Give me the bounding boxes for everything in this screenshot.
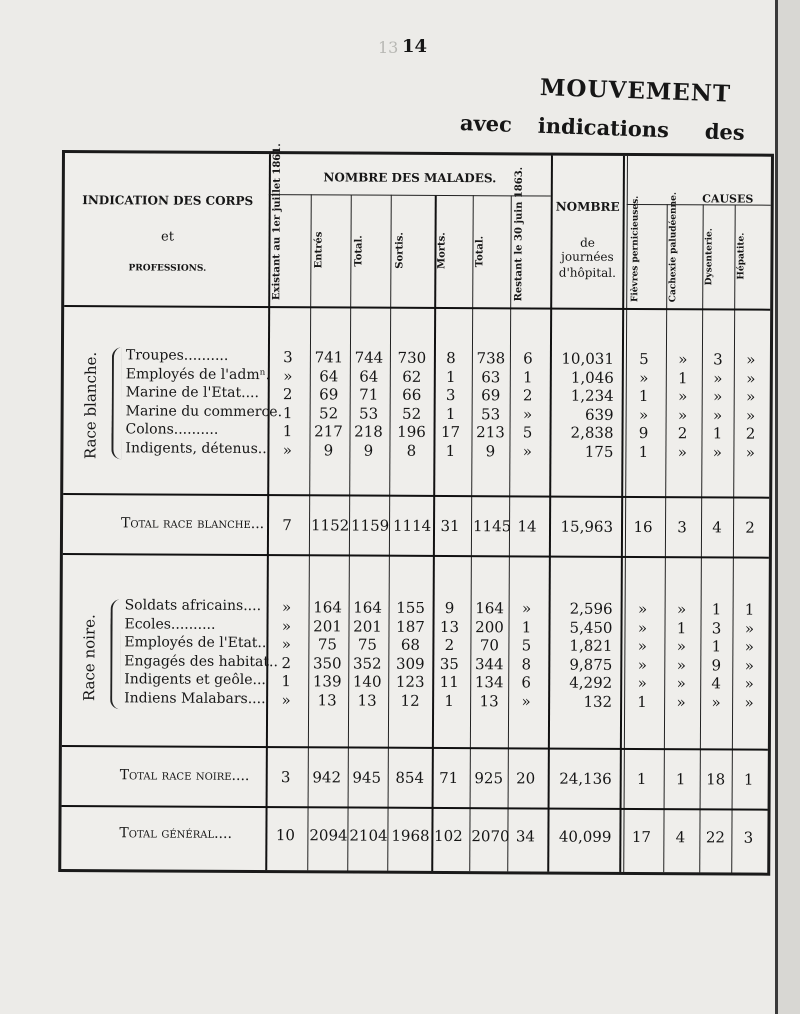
- cell-dysenterie: »: [711, 692, 721, 711]
- cell-journees: 40,099: [558, 827, 612, 846]
- cell-hepatite: »: [744, 656, 754, 675]
- cell-hepatite: 3: [743, 828, 754, 847]
- cell-total2: 53: [481, 404, 501, 423]
- row-label: Ecoles..........: [124, 615, 216, 633]
- cell-hepatite: »: [744, 637, 755, 656]
- cell-dysenterie: 9: [711, 655, 722, 674]
- cell-morts: 71: [439, 768, 459, 788]
- header-professions: PROFESSIONS.: [128, 263, 207, 274]
- cell-entres: 1152: [310, 516, 350, 535]
- cell-journees: 15,963: [560, 517, 614, 536]
- cell-dysenterie: »: [712, 405, 723, 424]
- cell-dysenterie: 1: [711, 600, 722, 619]
- cell-entres: 69: [319, 385, 339, 404]
- cell-restant: »: [522, 441, 533, 460]
- cell-morts: 13: [439, 617, 460, 636]
- header-journees-nombre: NOMBRE: [555, 199, 620, 214]
- cell-restant: »: [522, 404, 533, 423]
- cell-total1: 53: [359, 404, 379, 423]
- cell-total2: 70: [479, 636, 500, 655]
- cell-total1: 164: [353, 598, 382, 617]
- cell-entres: 13: [317, 690, 337, 709]
- cell-cachexie: »: [676, 600, 687, 619]
- cell-morts: 3: [445, 386, 456, 405]
- header-sortis: Sortis.: [394, 232, 406, 270]
- cell-existant: »: [282, 440, 293, 459]
- cell-existant: 1: [282, 403, 293, 422]
- cell-morts: 2: [444, 636, 455, 655]
- cell-existant: 1: [282, 422, 293, 441]
- cell-total2: 200: [475, 617, 504, 636]
- cell-entres: 75: [317, 635, 338, 654]
- cell-entres: 942: [312, 768, 342, 787]
- cell-fievres: »: [637, 674, 647, 693]
- cell-cachexie: »: [676, 637, 687, 656]
- cell-cachexie: 2: [677, 424, 688, 443]
- cell-cachexie: »: [678, 350, 688, 369]
- cell-journees: 1,234: [570, 386, 614, 405]
- cell-fievres: »: [637, 637, 648, 656]
- cell-restant: 1: [522, 367, 533, 386]
- cell-restant: 14: [517, 517, 537, 536]
- header-hopital: d'hôpital.: [558, 265, 616, 280]
- header-dysenterie: Dysenterie.: [704, 227, 715, 286]
- cell-existant: »: [283, 366, 293, 385]
- cell-existant: 2: [282, 385, 293, 404]
- cell-dysenterie: 18: [706, 770, 726, 789]
- cell-existant: »: [281, 598, 292, 617]
- subtitle-word: des: [704, 118, 746, 145]
- cell-sortis: 12: [400, 691, 420, 710]
- cell-total2: 1145: [472, 517, 512, 536]
- cell-cachexie: 1: [675, 770, 686, 789]
- page-number: 14: [402, 36, 428, 57]
- cell-fievres: 1: [638, 442, 649, 461]
- cell-fievres: »: [639, 368, 649, 387]
- cell-total1: 75: [357, 635, 378, 654]
- header-corps-et: et: [161, 229, 175, 245]
- cell-cachexie: 3: [677, 518, 687, 537]
- cell-total1: 218: [354, 422, 383, 441]
- cell-restant: 5: [521, 636, 532, 655]
- header-journees: de journées: [561, 235, 614, 264]
- cell-total2: 9: [485, 441, 496, 460]
- header-existant: Existant au 1er juillet 1861.: [271, 143, 284, 301]
- cell-fievres: »: [638, 405, 649, 424]
- row-label: Marine du commerce.: [125, 402, 283, 420]
- cell-journees: 5,450: [569, 618, 613, 637]
- row-label: Employés de l'admⁿ.: [125, 365, 271, 383]
- cell-journees: 10,031: [561, 349, 614, 368]
- cell-existant: 3: [283, 348, 293, 367]
- cell-total1: 9: [363, 441, 374, 460]
- cell-morts: 1: [445, 404, 456, 423]
- row-label: Employés de l'Etat..: [124, 634, 267, 652]
- cell-sortis: 52: [402, 404, 422, 423]
- header-hepatite: Hépatite.: [736, 233, 747, 281]
- cell-cachexie: »: [678, 387, 688, 406]
- cell-entres: 64: [319, 366, 339, 385]
- ghost-page-number: 13: [378, 38, 399, 57]
- header-morts: Morts.: [436, 232, 448, 270]
- header-fievres: Fièvres pernicieuses.: [630, 195, 641, 303]
- cell-cachexie: 4: [675, 828, 686, 847]
- cell-total2: 164: [475, 599, 504, 618]
- cell-sortis: 155: [396, 598, 425, 617]
- cell-hepatite: 2: [745, 518, 755, 537]
- brace: [111, 347, 122, 459]
- cell-total1: 1159: [350, 516, 390, 535]
- header-causes: CAUSES: [702, 192, 754, 206]
- cell-restant: 34: [515, 827, 536, 846]
- cell-fievres: »: [637, 618, 648, 637]
- row-label: Total race noire....: [119, 767, 250, 784]
- cell-hepatite: »: [746, 369, 756, 388]
- cell-dysenterie: 1: [711, 637, 722, 656]
- cell-morts: 11: [439, 672, 459, 692]
- cell-fievres: »: [637, 600, 648, 619]
- cell-hepatite: »: [745, 406, 756, 425]
- cell-fievres: 17: [631, 827, 652, 847]
- cell-sortis: 196: [397, 422, 426, 441]
- cell-journees: 175: [584, 442, 614, 461]
- cell-morts: 8: [446, 349, 456, 368]
- cell-cachexie: 1: [677, 368, 688, 387]
- cell-sortis: 1968: [391, 826, 430, 845]
- cell-existant: »: [281, 616, 292, 635]
- cell-existant: »: [281, 635, 292, 654]
- cell-dysenterie: 3: [711, 618, 722, 637]
- cell-total2: 2070: [471, 827, 510, 846]
- cell-total2: 63: [481, 367, 501, 386]
- cell-existant: 3: [280, 768, 291, 787]
- cell-entres: 52: [319, 403, 339, 422]
- cell-sortis: 66: [402, 385, 422, 404]
- cell-dysenterie: »: [713, 368, 723, 387]
- cell-sortis: 854: [395, 768, 425, 787]
- cell-hepatite: »: [744, 674, 754, 693]
- cell-journees: 24,136: [559, 769, 612, 788]
- cell-entres: 217: [314, 422, 343, 441]
- cell-hepatite: 2: [745, 424, 756, 443]
- subtitle-word: avec: [459, 110, 513, 137]
- cell-total1: 64: [359, 367, 379, 386]
- cell-hepatite: »: [744, 693, 754, 712]
- cell-hepatite: 1: [743, 770, 754, 789]
- cell-hepatite: »: [746, 387, 756, 406]
- cell-morts: 9: [444, 599, 455, 618]
- cell-journees: 1,046: [570, 368, 614, 387]
- cell-journees: 2,838: [570, 423, 614, 442]
- cell-journees: 4,292: [569, 673, 613, 692]
- cell-cachexie: »: [677, 442, 688, 461]
- cell-sortis: 68: [400, 635, 421, 654]
- subtitle-word: indications: [537, 112, 670, 143]
- cell-total1: 201: [353, 617, 382, 636]
- row-label: Marine de l'Etat....: [125, 384, 260, 402]
- header-total-2: Total.: [474, 235, 486, 267]
- cell-dysenterie: »: [713, 387, 723, 406]
- cell-total2: 738: [476, 349, 506, 368]
- page-edge: [775, 0, 800, 1014]
- cell-dysenterie: 4: [712, 518, 722, 537]
- cell-journees: 639: [584, 405, 614, 424]
- cell-fievres: 5: [639, 350, 649, 369]
- cell-morts: 35: [439, 654, 459, 673]
- cell-entres: 350: [312, 653, 342, 672]
- row-label: Total général....: [119, 825, 232, 842]
- cell-entres: 164: [313, 598, 342, 617]
- header-restant: Restant le 30 juin 1863.: [513, 166, 525, 302]
- cell-cachexie: »: [677, 405, 688, 424]
- cell-total1: 13: [357, 691, 377, 710]
- header-nombre-malades: NOMBRE DES MALADES.: [323, 170, 497, 186]
- cell-entres: 741: [314, 348, 344, 367]
- cell-existant: 2: [281, 653, 292, 672]
- cell-morts: 31: [440, 516, 460, 536]
- row-label: Indigents, détenus..: [125, 439, 267, 457]
- cell-cachexie: »: [676, 655, 686, 674]
- cell-fievres: 1: [636, 770, 647, 789]
- cell-restant: »: [521, 599, 532, 618]
- cell-restant: »: [521, 691, 531, 710]
- cell-journees: 2,596: [569, 599, 613, 618]
- cell-restant: 2: [522, 386, 533, 405]
- cell-fievres: »: [637, 655, 647, 674]
- row-label: Soldats africains....: [124, 597, 262, 615]
- cell-fievres: 16: [633, 517, 653, 537]
- cell-restant: 8: [521, 654, 532, 673]
- cell-existant: »: [281, 690, 291, 709]
- cell-total1: 71: [359, 385, 379, 404]
- cell-cachexie: »: [676, 674, 686, 693]
- cell-total1: 2104: [349, 826, 388, 845]
- cell-restant: 20: [516, 769, 536, 788]
- cell-entres: 9: [323, 440, 334, 459]
- cell-journees: 1,821: [569, 636, 613, 655]
- cell-total1: 744: [354, 348, 384, 367]
- cell-fievres: 9: [638, 424, 649, 443]
- cell-sortis: 187: [396, 617, 425, 636]
- cell-sortis: 1114: [392, 516, 432, 535]
- cell-morts: 1: [445, 441, 456, 460]
- page-subtitle: [460, 110, 746, 145]
- cell-cachexie: »: [676, 692, 686, 711]
- row-label: Total race blanche...: [121, 515, 265, 533]
- cell-hepatite: »: [745, 443, 756, 462]
- header-total-1: Total.: [353, 234, 365, 267]
- cell-total2: 134: [474, 673, 504, 692]
- cell-morts: 17: [440, 422, 461, 442]
- cell-morts: 102: [434, 826, 463, 846]
- cell-total1: 140: [352, 672, 382, 691]
- cell-existant: 7: [282, 516, 292, 535]
- cell-hepatite: 1: [744, 600, 755, 619]
- cell-journees: 9,875: [569, 655, 613, 674]
- cell-entres: 201: [313, 616, 342, 635]
- cell-fievres: 1: [638, 387, 649, 406]
- page-title: MOUVEMENT: [539, 74, 732, 108]
- cell-sortis: 62: [402, 367, 422, 386]
- cell-hepatite: »: [744, 619, 755, 638]
- cell-cachexie: 1: [676, 618, 687, 637]
- header-corps: INDICATION DES CORPS: [82, 193, 254, 209]
- row-label: Colons..........: [125, 421, 219, 438]
- cell-entres: 2094: [309, 826, 348, 845]
- cell-entres: 139: [312, 672, 342, 691]
- cell-restant: 1: [521, 617, 532, 636]
- race-noire-label: Race noire.: [80, 614, 99, 702]
- cell-existant: 1: [281, 672, 292, 691]
- cell-total1: 352: [352, 654, 382, 673]
- row-label: Indiens Malabars....: [124, 689, 266, 707]
- cell-morts: 1: [445, 367, 456, 386]
- cell-fievres: 1: [637, 692, 647, 711]
- cell-hepatite: »: [746, 350, 756, 369]
- cell-total1: 945: [352, 768, 382, 787]
- cell-existant: 10: [275, 826, 296, 845]
- cell-sortis: 8: [406, 441, 417, 460]
- cell-dysenterie: 1: [712, 424, 723, 443]
- cell-morts: 1: [444, 691, 454, 710]
- cell-restant: 6: [523, 349, 533, 368]
- cell-sortis: 730: [397, 348, 427, 367]
- row-label: Troupes..........: [125, 347, 229, 364]
- cell-total2: 213: [476, 423, 505, 442]
- cell-restant: 5: [522, 423, 533, 442]
- cell-sortis: 123: [395, 672, 425, 691]
- cell-dysenterie: 22: [705, 828, 726, 847]
- cell-journees: 132: [583, 692, 613, 711]
- header-cachexie: Cachexie paludéenne.: [668, 192, 679, 303]
- cell-dysenterie: »: [712, 442, 723, 461]
- cell-restant: 6: [521, 673, 532, 692]
- cell-total2: 344: [474, 654, 504, 673]
- cell-total2: 13: [479, 691, 499, 710]
- cell-total2: 925: [474, 769, 504, 788]
- statistics-table: [58, 143, 774, 876]
- cell-total2: 69: [481, 386, 501, 405]
- race-blanche-label: Race blanche.: [81, 351, 100, 460]
- brace: [110, 599, 121, 709]
- row-label: Indigents et geôle...: [124, 671, 266, 689]
- row-label: Engagés des habitat..: [124, 652, 278, 670]
- header-entres: Entrés: [313, 231, 325, 269]
- cell-dysenterie: 4: [711, 674, 722, 693]
- cell-sortis: 309: [395, 654, 425, 673]
- cell-dysenterie: 3: [713, 350, 723, 369]
